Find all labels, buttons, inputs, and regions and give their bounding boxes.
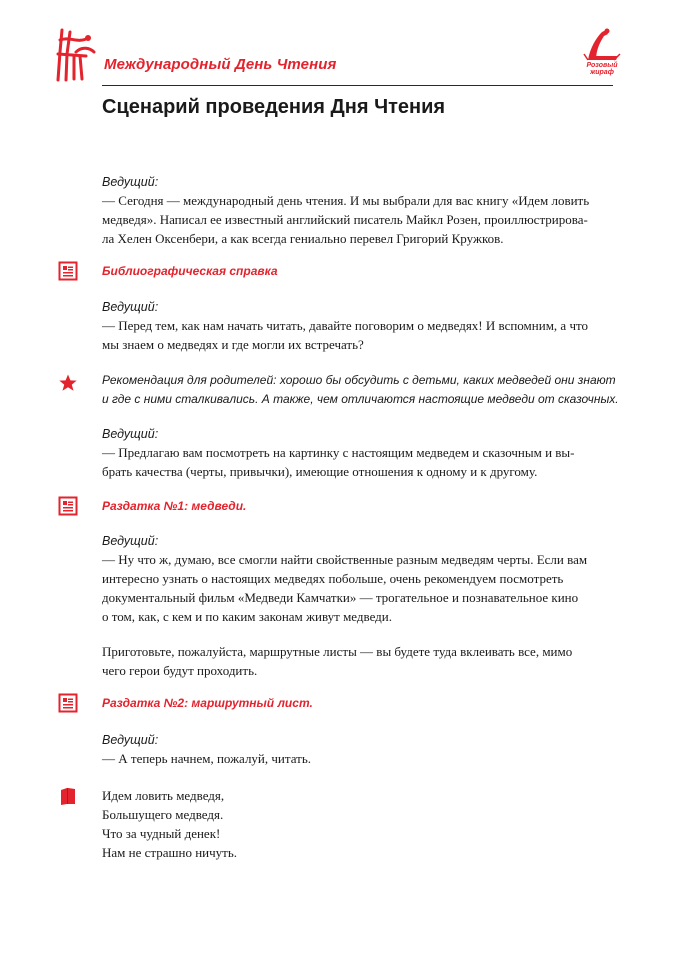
text-line: Приготовьте, пожалуйста, маршрутные листы — вы будете туда вклеивать все, мимо — [102, 644, 573, 659]
document-icon — [58, 496, 78, 516]
text-line: Рекомендация для родителей: хорошо бы обсудить с детьми, каких медведей они знают — [102, 373, 616, 387]
header-title: Международный День Чтения — [104, 56, 337, 73]
text-line: — Ну что ж, думаю, все смогли найти свойственные разным медведям черты. Если вам — [102, 552, 588, 567]
paragraph-intro — [102, 191, 614, 248]
document-title: Сценарий проведения Дня Чтения — [102, 96, 446, 118]
text-line: медведя». Написал ее известный английский писатель Майкл Розен, проиллюстрирова- — [102, 212, 588, 227]
paragraph-route-sheets — [102, 642, 614, 680]
poem-line: Нам не страшно ничуть. — [102, 845, 238, 860]
text-line: — Сегодня — международный день чтения. И мы выбрали для вас книгу «Идем ловить — [102, 193, 590, 208]
speaker-label: Ведущий: — [102, 534, 159, 548]
document-icon — [58, 693, 78, 713]
speaker-label: Ведущий: — [102, 733, 159, 747]
paragraph-documentary — [102, 550, 614, 626]
poem-line: Идем ловить медведя, — [102, 788, 225, 803]
text-line: интересно узнать о настоящих медведях побольше, очень рекомендуем посмотреть — [102, 571, 564, 586]
text-line: и где с ними сталкивались. А также, чем отличаются настоящие медведи от сказочных. — [102, 392, 619, 406]
header-divider — [102, 85, 613, 86]
handout-2-heading: Раздатка №2: маршрутный лист. — [102, 696, 313, 710]
text-line: — А теперь начнем, пожалуй, читать. — [102, 751, 312, 766]
text-line: ла Хелен Оксенбери, а как всегда гениально перевел Григорий Кружков. — [102, 231, 504, 246]
reading-day-logo — [52, 22, 98, 82]
paragraph-picture — [102, 443, 614, 481]
star-icon — [58, 373, 78, 393]
book-icon — [58, 786, 78, 806]
text-line: — Предлагаю вам посмотреть на картинку с настоящим медведем и сказочным и вы- — [102, 445, 575, 460]
text-line: брать качества (черты, привычки), имеющие отношения к одному и к другому. — [102, 464, 538, 479]
speaker-label: Ведущий: — [102, 300, 159, 314]
text-line: чего герои будут проходить. — [102, 663, 258, 678]
poem-line: Большущего медведя. — [102, 807, 224, 822]
publisher-logo-text: Розовый жираф — [586, 62, 618, 76]
text-line: документальный фильм «Медведи Камчатки» — трогательное и познавательное кино — [102, 590, 579, 605]
handout-1-heading: Раздатка №1: медведи. — [102, 499, 247, 513]
text-line: о том, как, с кем и по каким законам живут медведи. — [102, 609, 393, 624]
text-line: мы знаем о медведях и где могли их встречать? — [102, 337, 364, 352]
paragraph-bears-talk — [102, 316, 614, 354]
speaker-label: Ведущий: — [102, 427, 159, 441]
parent-recommendation — [102, 371, 632, 409]
document-icon — [58, 261, 78, 281]
text-line: — Перед тем, как нам начать читать, давайте поговорим о медведях! И вспомним, а что — [102, 318, 588, 333]
bibliography-heading: Библиографическая справка — [102, 264, 278, 278]
poem-line: Что за чудный денек! — [102, 826, 221, 841]
paragraph-start-reading — [102, 749, 614, 768]
speaker-label: Ведущий: — [102, 175, 159, 189]
